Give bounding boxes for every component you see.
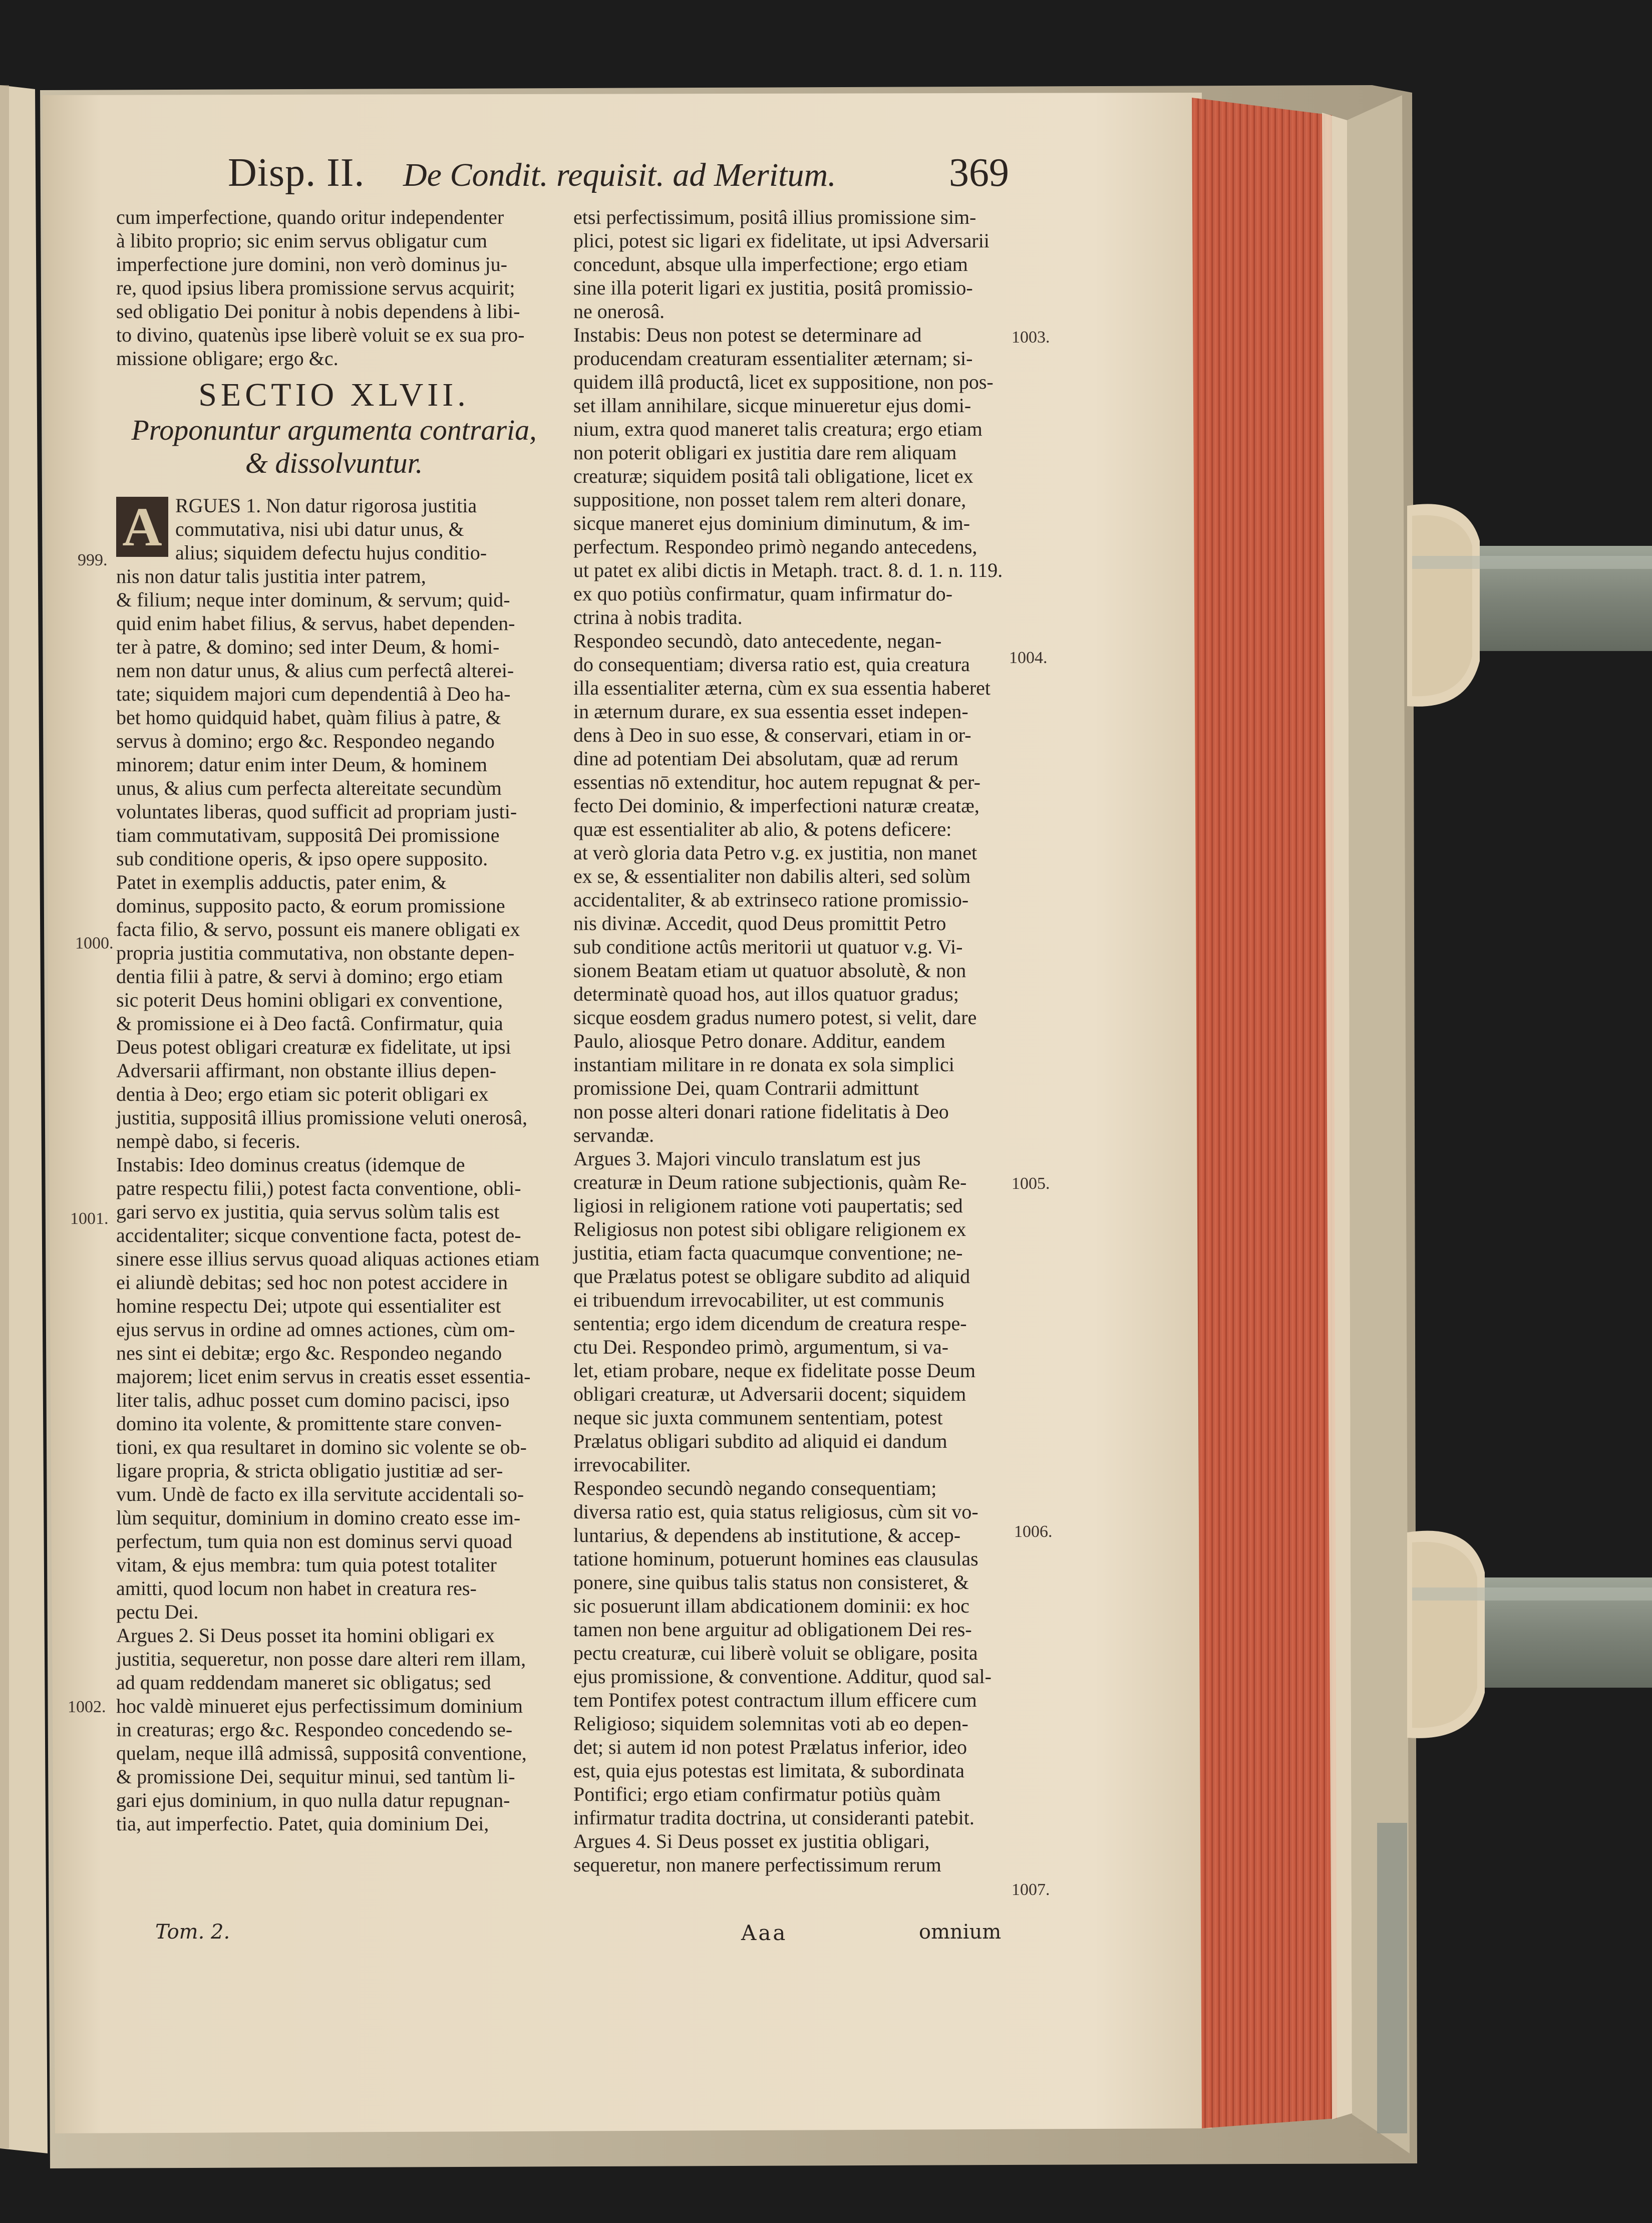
text-line: Pontifici; ergo etiam confirmatur potiùs quàm (573, 1783, 941, 1805)
section-subtitle-line: Proponuntur argumenta contraria, (131, 414, 537, 446)
text-line: sicque maneret ejus dominium diminutum, & im- (573, 512, 970, 534)
text-line: dens à Deo in suo esse, & conservari, etiam in or- (573, 724, 971, 746)
text-line: que Prælatus potest se obligare subdito ad aliquid (573, 1265, 970, 1288)
text-line: ponere, sine quibus talis status non consisteret, & (573, 1571, 969, 1594)
text-line: Instabis: Deus non potest se determinare ad (573, 324, 922, 346)
text-line: Instabis: Ideo dominus creatus (idemque de (116, 1153, 465, 1176)
margin-number-1005: 1005. (1012, 1174, 1050, 1193)
text-line: dentia filii à patre, & servi à domino; ergo etiam (116, 965, 503, 988)
text-line: vitam, & ejus membra: tum quia potest totaliter (116, 1553, 497, 1576)
text-line: nes sint ei debitæ; ergo &c. Respondeo negando (116, 1342, 502, 1364)
signature-mark: Aaa (741, 1921, 788, 1945)
text-line: instantiam militare in re donata ex sola simplici (573, 1053, 954, 1076)
text-line: suppositione, non posset talem rem alteri donare, (573, 488, 966, 511)
text-line: promissione Dei, quam Contrarii admittunt (573, 1077, 919, 1099)
text-line: gari servo ex justitia, quia servus solùm talis est (116, 1200, 500, 1223)
paragraph-1004 (573, 629, 1003, 1147)
text-line: dominus, supposito pacto, & eorum promissione (116, 894, 505, 917)
text-line: infirmatur tradita doctrina, ut consideranti patebit. (573, 1806, 974, 1829)
page-number: 369 (949, 151, 1009, 195)
text-line: sinere esse illius servus quoad aliquas actiones etiam (116, 1247, 540, 1270)
text-line: ejus promissione, & conventione. Additur, quod sal- (573, 1665, 992, 1688)
text-line: Deus potest obligari creaturæ ex fidelitate, ut ipsi (116, 1036, 511, 1058)
text-line: ut patet ex alibi dictis in Metaph. tract. 8. d. 1. n. 119. (573, 559, 1003, 581)
text-line: nis divinæ. Accedit, quod Deus promittit Petro (573, 912, 946, 934)
text-line: set illam annihilare, sicque minueretur ejus domi- (573, 394, 971, 417)
margin-number-1001: 1001. (70, 1209, 109, 1228)
text-line: justitia, sequeretur, non posse dare alteri rem illam, (116, 1648, 526, 1670)
text-line: sine illa poterit ligari ex justitia, positâ promissio- (573, 276, 973, 299)
text-line: illa essentialiter æterna, cùm ex sua essentia haberet (573, 677, 991, 699)
section-subtitle-line: & dissolvuntur. (245, 447, 423, 479)
text-line: det; si autem id non potest Prælatus inferior, ideo (573, 1736, 967, 1758)
text-line: sub conditione operis, & ipso opere supposito. (116, 847, 488, 870)
paragraph-1005 (573, 1147, 1003, 1476)
text-line: tamen non bene arguitur ad obligationem Dei res- (573, 1618, 972, 1641)
text-line: ligiosi in religionem ratione voti paupertatis; sed (573, 1194, 963, 1217)
text-line: majorem; licet enim servus in creatis esset essentia- (116, 1365, 531, 1388)
text-line: essentias nō extenditur, hoc autem repugnat & per- (573, 771, 980, 793)
text-line: Paulo, aliosque Petro donare. Additur, eandem (573, 1030, 945, 1052)
margin-number-1006: 1006. (1014, 1522, 1053, 1541)
text-line: irrevocabiliter. (573, 1453, 691, 1476)
text-line: at verò gloria data Petro v.g. ex justitia, non manet (573, 841, 977, 864)
paragraph-1006 (573, 1476, 1003, 1829)
text-line: justitia, etiam facta quacumque conventione; ne- (573, 1241, 963, 1264)
text-line: tiam commutativam, suppositâ Dei promissione (116, 824, 500, 846)
text-line: lùm sequitur, dominium in domino creato esse im- (116, 1506, 521, 1529)
text-line: Religiosus non potest sibi obligare religionem ex (573, 1218, 966, 1240)
text-line: missione obligare; ergo &c. (116, 347, 339, 370)
text-line: dine ad potentiam Dei absolutam, quæ ad rerum (573, 747, 958, 770)
text-line: Religioso; siquidem solemnitas voti ab eo depen- (573, 1712, 968, 1735)
text-line: dentia à Deo; ergo etiam sic poterit obligari ex (116, 1083, 489, 1105)
text-line: cum imperfectione, quando oritur independenter (116, 206, 504, 228)
text-line: ex quo potiùs confirmatur, quam infirmatur do- (573, 582, 953, 605)
text-line: perfectum. Respondeo primò negando antecedens, (573, 535, 977, 558)
text-line: voluntates liberas, quod sufficit ad propriam justi- (116, 800, 517, 823)
text-line: & promissione Dei, sequitur minui, sed tantùm li- (116, 1765, 515, 1788)
paragraph-1001 (116, 1153, 552, 1624)
text-line: & filium; neque inter dominum, & servum; quid- (116, 588, 510, 611)
text-line: nium, extra quod maneret talis creatura; ergo etiam (573, 418, 982, 440)
text-line: obligari creaturæ, ut Adversarii docent; siquidem (573, 1383, 966, 1405)
text-line: nis non datur talis justitia inter patrem, (116, 565, 426, 587)
text-line: est, quia ejus potestas est limitata, & subordinata (573, 1759, 964, 1782)
text-line: pectu creaturæ, cui liberè voluit se obligare, posita (573, 1642, 978, 1664)
text-line: bet homo quidquid habet, quàm filius à patre, & (116, 706, 501, 729)
text-line: imperfectione jure domini, non verò dominus ju- (116, 253, 507, 275)
text-line: alius; siquidem defectu hujus conditio- (175, 541, 487, 564)
text-line: ligare propria, & stricta obligatio justitiæ ad ser- (116, 1459, 503, 1482)
text-line: do consequentiam; diversa ratio est, quia creatura (573, 653, 970, 676)
text-line: sic posuerunt illam abdicationem dominii: ex hoc (573, 1595, 969, 1617)
margin-number-1007: 1007. (1012, 1880, 1050, 1899)
section-subtitle (116, 414, 552, 480)
text-line: ter à patre, & domino; sed inter Deum, & homi- (116, 636, 500, 658)
text-line: sequeretur, non manere perfectissimum rerum (573, 1853, 941, 1876)
text-line: patre respectu filii,) potest facta conventione, obli- (116, 1177, 521, 1199)
text-line: Argues 4. Si Deus posset ex justitia obligari, (573, 1830, 930, 1852)
text-line: & promissione ei à Deo factâ. Confirmatur, quia (116, 1012, 503, 1035)
text-line: sionem Beatam etiam ut quatuor absolutè, & non (573, 959, 966, 982)
text-line: liter talis, adhuc posset cum domino pacisci, ipso (116, 1389, 510, 1411)
text-line: etsi perfectissimum, positâ illius promissione sim- (573, 206, 976, 228)
text-line: quid enim habet filius, & servus, habet dependen- (116, 612, 515, 634)
drop-cap: A (116, 497, 168, 557)
text-line: nem non datur unus, & alius cum perfectâ alterei- (116, 659, 514, 682)
text-line: ctu Dei. Respondeo primò, argumentum, si va- (573, 1336, 949, 1358)
text-line: Argues 3. Majori vinculo translatum est jus (573, 1147, 921, 1170)
text-line: tia, aut imperfectio. Patet, quia dominium Dei, (116, 1812, 489, 1835)
text-line: concedunt, absque ulla imperfectione; ergo etiam (573, 253, 968, 275)
paragraph-continued (573, 205, 1003, 323)
text-line: quidem illâ productâ, licet ex suppositione, non pos- (573, 371, 994, 393)
paragraph-1002 (116, 1624, 552, 1835)
text-line: unus, & alius cum perfecta altereitate secundùm (116, 777, 502, 799)
paragraph-1000 (116, 870, 552, 1153)
text-line: sic poterit Deus homini obligari ex conventione, (116, 989, 503, 1011)
text-line: justitia, suppositâ illius promissione veluti onerosâ, (116, 1106, 528, 1129)
text-line: tatione hominum, potuerunt homines eas clausulas (573, 1547, 978, 1570)
text-line: perfectum, tum quia non est dominus servi quoad (116, 1530, 512, 1552)
margin-number-1002: 1002. (68, 1698, 106, 1716)
text-line: minorem; datur enim inter Deum, & hominem (116, 753, 487, 776)
margin-number-1003: 1003. (1012, 328, 1050, 347)
text-line: fecto Dei dominio, & imperfectioni naturæ creatæ, (573, 794, 979, 817)
text-line: non posse alteri donari ratione fidelitatis à Deo (573, 1100, 949, 1123)
text-line: determinatè quoad hos, aut illos quatuor gradus; (573, 983, 959, 1005)
left-column (116, 205, 552, 1835)
text-line: in æternum durare, ex sua essentia esset indepen- (573, 700, 968, 723)
text-line: servandæ. (573, 1124, 654, 1146)
volume-footer: Tom. 2. (155, 1921, 230, 1944)
text-line: hoc valdè minueret ejus perfectissimum dominium (116, 1695, 523, 1717)
text-line: plici, potest sic ligari ex fidelitate, ut ipsi Adversarii (573, 229, 989, 252)
text-line: facta filio, & servo, possunt eis manere obligati ex (116, 918, 520, 940)
text-line: neque sic juxta communem sententiam, potest (573, 1406, 943, 1429)
text-line: ei aliundè debitas; sed hoc non potest accidere in (116, 1271, 508, 1294)
text-line: tioni, ex qua resultaret in domino sic volente se ob- (116, 1436, 527, 1458)
left-intro (116, 205, 552, 370)
text-line: diversa ratio est, quia status religiosus, cùm sit vo- (573, 1500, 978, 1523)
text-line: producendam creaturam essentialiter æternam; si- (573, 347, 973, 370)
text-line: gari ejus dominium, in quo nulla datur repugnan- (116, 1789, 510, 1811)
running-title: De Condit. requisit. ad Meritum. (403, 157, 836, 193)
running-head (228, 150, 1019, 200)
page-edges (1192, 98, 1337, 2128)
paragraph-1003 (573, 323, 1003, 629)
text-line: sicque eosdem gradus numero potest, si velit, dare (573, 1006, 977, 1029)
text-line: accidentaliter, & ab extrinseco ratione promissio- (573, 888, 969, 911)
text-line: servus à domino; ergo &c. Respondeo negando (116, 730, 495, 752)
text-line: Argues 2. Si Deus posset ita homini obligari ex (116, 1624, 495, 1647)
text-line: ejus servus in ordine ad omnes actiones, cùm om- (116, 1318, 515, 1341)
text-line: RGUES 1. Non datur rigorosa justitia (175, 494, 477, 517)
text-line: re, quod ipsius libera promissione servus acquirit; (116, 276, 515, 299)
margin-number-1004: 1004. (1009, 649, 1048, 667)
text-line: domino ita volente, & promittente stare conven- (116, 1412, 502, 1435)
text-line: pectu Dei. (116, 1601, 199, 1623)
text-line: sententia; ergo idem dicendum de creatura respe- (573, 1312, 967, 1335)
text-line: sed obligatio Dei ponitur à nobis dependens à libi- (116, 300, 520, 323)
margin-number-999: 999. (78, 551, 108, 569)
text-line: Respondeo secundò, dato antecedente, negan- (573, 629, 942, 652)
text-line: propria justitia commutativa, non obstante depen- (116, 941, 515, 964)
text-line: non poterit obligari ex justitia dare rem aliquam (573, 441, 957, 464)
text-line: ne onerosâ. (573, 300, 665, 323)
text-line: tem Pontifex potest contractum illum efficere cum (573, 1689, 977, 1711)
paragraph-999 (116, 494, 552, 870)
text-line: creaturæ in Deum ratione subjectionis, quàm Re- (573, 1171, 967, 1193)
paragraph-1007 (573, 1829, 1003, 1876)
catchword: omnium (919, 1921, 1002, 1944)
text-line: sub conditione actûs meritorii ut quatuor v.g. Vi- (573, 935, 963, 958)
text-line: amitti, quod locum non habet in creatura res- (116, 1577, 477, 1600)
text-line: let, etiam probare, neque ex fidelitate posse Deum (573, 1359, 976, 1382)
text-line: à libito proprio; sic enim servus obligatur cum (116, 229, 487, 252)
right-column (573, 205, 1003, 1876)
text-line: Respondeo secundò negando consequentiam; (573, 1477, 937, 1499)
text-line: quelam, neque illâ admissâ, suppositâ conventione, (116, 1742, 527, 1764)
section-heading: SECTIO XLVII. (198, 377, 470, 413)
text-line: to divino, quatenùs ipse liberè voluit se ex sua pro- (116, 324, 525, 346)
text-line: Adversarii affirmant, non obstante illius depen- (116, 1059, 497, 1082)
text-line: ad quam reddendam maneret sic obligatus; sed (116, 1671, 491, 1694)
text-line: ei tribuendum irrevocabiliter, ut est communis (573, 1289, 944, 1311)
text-line: nempè dabo, si feceris. (116, 1130, 300, 1152)
text-line: creaturæ; siquidem positâ tali obligatione, licet ex (573, 465, 973, 487)
text-line: quæ est essentialiter ab alio, & potens deficere: (573, 818, 952, 840)
text-line: commutativa, nisi ubi datur unus, & (175, 518, 464, 540)
text-line: in creaturas; ergo &c. Respondeo concedendo se- (116, 1718, 513, 1741)
disputation-label: Disp. II. (228, 151, 365, 195)
text-line: ex se, & essentialiter non dabilis alteri, sed solùm (573, 865, 971, 887)
text-line: luntarius, & dependens ab institutione, & accep- (573, 1524, 961, 1546)
text-line: Prælatus obligari subdito ad aliquid ei dandum (573, 1430, 947, 1452)
text-line: homine respectu Dei; utpote qui essentialiter est (116, 1295, 501, 1317)
text-line: vum. Undè de facto ex illa servitute accidentali so- (116, 1483, 524, 1505)
text-line: ctrina à nobis tradita. (573, 606, 743, 628)
text-line: Patet in exemplis adductis, pater enim, & (116, 871, 447, 893)
text-line: tate; siquidem majori cum dependentiâ à Deo ha- (116, 683, 511, 705)
text-line: accidentaliter; sicque conventione facta, potest de- (116, 1224, 521, 1246)
margin-number-1000: 1000. (75, 934, 114, 952)
